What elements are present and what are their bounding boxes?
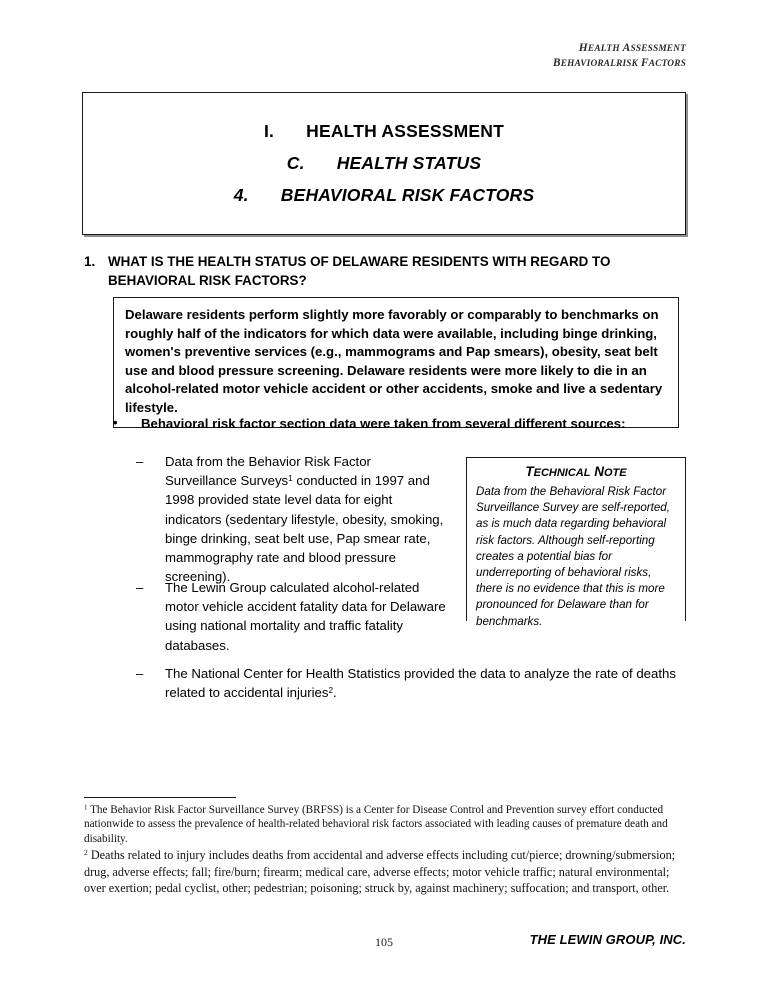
list-item: [136, 452, 446, 586]
list-item: [136, 664, 684, 702]
footnote-2-text: Deaths related to injury includes deaths from accidental and adverse effects including cut/pierce; drowning/submersion; drug, adverse effects; fall; fire/burn; firearm; medical care, adverse effects; motor vehicle traffic; natural environmental; over exertion; pedal cyclist, other; pedestrian; poisoning; struck by, against machinery; suffocation; and transport, other.: [84, 848, 676, 896]
footer-organization: THE LEWIN GROUP, INC.: [529, 932, 686, 947]
question-heading: [84, 252, 684, 290]
title-line-subsection: [83, 153, 685, 174]
title-line-topic: [83, 185, 685, 206]
summary-text: Delaware residents perform slightly more favorably or comparably to benchmarks on roughly half of the indicators for which data were available, including binge drinking, women's preventive services (e.g., mammograms and Pap smears), obesity, seat belt use and blood pressure screening. Delaware residents were more likely to die in an alcohol-related motor vehicle accident or other accidents, smoke and live a sedentary lifestyle.: [125, 307, 663, 415]
running-head-line-2: BEHAVIORALRISK FACTORS: [552, 56, 686, 69]
list-item-text-after: conducted in 1997 and 1998 provided state level data for eight indicators (sedentary lifestyle, obesity, smoking, binge drinking, seat belt use, Pap smear rate, mammography rate and blood pressure screening).: [165, 473, 444, 585]
title-line-chapter: [83, 121, 685, 142]
title-chapter-text: HEALTH ASSESSMENT: [306, 121, 504, 141]
list-item-text-before: Data from the Behavior Risk Factor Surveillance Surveys: [165, 454, 371, 489]
bullet-icon: •: [113, 415, 118, 430]
title-chapter-number: I.: [264, 121, 275, 141]
sources-bullet-text: Behavioral risk factor section data were taken from several different sources:: [141, 416, 626, 431]
page-number: 105: [375, 935, 393, 949]
list-item-text-before: The National Center for Health Statistics provided the data to analyze the rate of deaths related to accidental injuries: [165, 666, 676, 701]
section-title-box: [82, 92, 686, 235]
technical-note-title: TECHNICAL NOTE: [525, 464, 627, 479]
footnote-1: [84, 803, 686, 846]
title-subsection-text: HEALTH STATUS: [336, 153, 482, 173]
summary-callout-box: [113, 297, 679, 428]
question-number: 1.: [84, 254, 96, 269]
footnote-2: [84, 847, 686, 897]
technical-note-box: [466, 457, 686, 628]
running-head-line-1: HEALTH ASSESSMENT: [578, 42, 686, 54]
running-head: [553, 42, 686, 71]
dash-icon: –: [136, 666, 144, 681]
dash-icon: –: [136, 454, 144, 469]
technical-note-body: Data from the Behavioral Risk Factor Surveillance Survey are self-reported, as is much data regarding behavioral risk factors. Although self-reporting creates a potential bias for underreporting of behavioral risks, there is no evidence that this is more pronounced for Delaware than for benchmarks.: [476, 485, 670, 628]
footnote-ref-1: 1: [288, 473, 293, 483]
footnotes: [84, 803, 686, 897]
question-text: WHAT IS THE HEALTH STATUS OF DELAWARE RESIDENTS WITH REGARD TO BEHAVIORAL RISK FACTORS?: [108, 254, 611, 288]
footnote-ref-2: 2: [328, 685, 334, 695]
title-subsection-number: C.: [286, 153, 305, 173]
title-topic-number: 4.: [233, 185, 249, 205]
dash-icon: –: [136, 580, 144, 595]
footnote-1-text: The Behavior Risk Factor Surveillance Survey (BRFSS) is a Center for Disease Control and Prevention survey effort conducted nationwide to assess the prevalence of health-related behavioral risk factors associated with leading causes of premature death and disability.: [84, 804, 668, 845]
footnote-2-marker: 2: [84, 848, 88, 858]
sources-bullet: [113, 415, 688, 433]
list-item-text: The Lewin Group calculated alcohol-related motor vehicle accident fatality data for Delaware using national mortality and traffic fatality databases.: [165, 580, 446, 653]
footnote-1-marker: 1: [84, 803, 88, 812]
title-topic-text: BEHAVIORAL RISK FACTORS: [280, 185, 535, 205]
list-item-text: [165, 452, 446, 586]
list-item-text-after: .: [333, 685, 337, 701]
footnote-separator: [84, 797, 236, 798]
list-item: [136, 578, 451, 655]
list-item-text: [165, 664, 684, 702]
